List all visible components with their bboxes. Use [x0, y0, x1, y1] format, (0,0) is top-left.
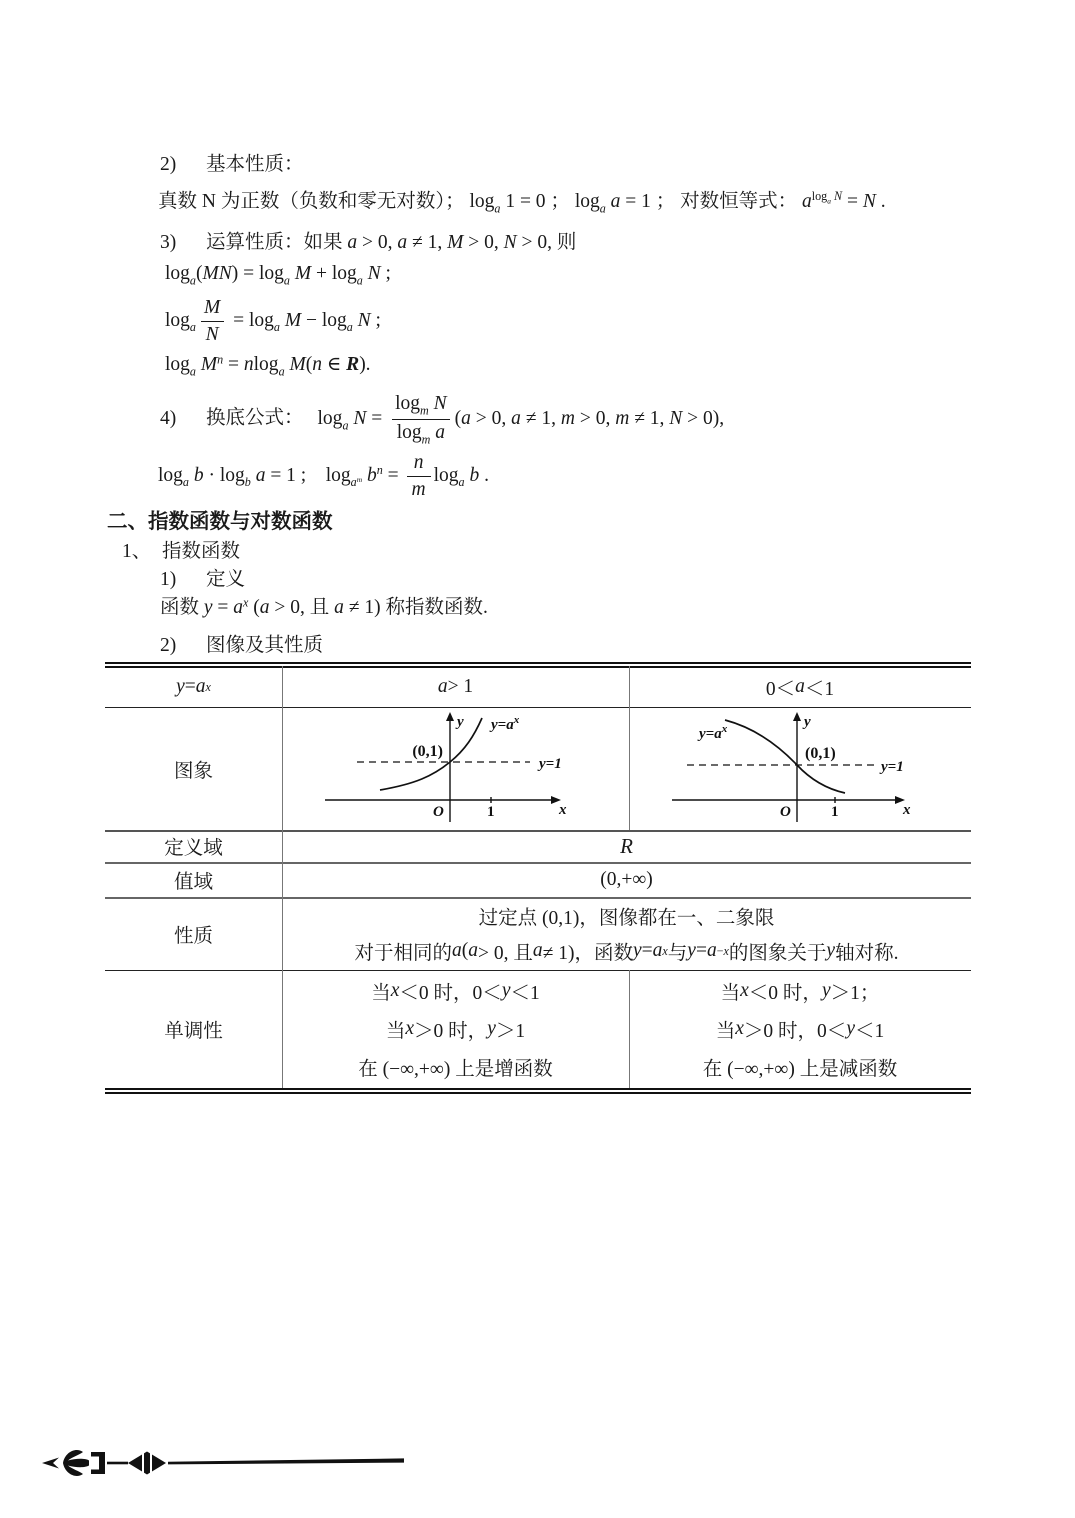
item-number: 1)	[160, 569, 177, 590]
th-a-greater-1: a > 1	[437, 676, 474, 697]
item-title: 换底公式：	[206, 407, 304, 429]
mono-increasing-line-3: 在 (−∞,+∞) 上是增函数	[358, 1059, 553, 1080]
exp-function-properties-table	[105, 662, 971, 1094]
item-title: 指数函数	[162, 541, 241, 562]
asymptote-label: y=1	[539, 756, 562, 772]
curve-label: $y=a^x$	[699, 723, 728, 742]
item-number: 2)	[160, 154, 177, 175]
point-0-1-label: (0,1)	[805, 745, 836, 762]
unit-label: 1	[487, 804, 495, 820]
y-axis-label: y	[457, 714, 464, 730]
section-title: 指数函数与对数函数	[148, 510, 333, 533]
line-exp-function-definition: 函数 $y = a^x$ (a > 0, 且 a ≠ 1) 称指数函数.	[160, 595, 488, 618]
item-number: 3)	[160, 232, 177, 253]
domain-value: R	[620, 833, 633, 858]
mono-increasing-line-1: 当 x ＜0 时，0＜ y ＜1	[371, 980, 540, 1004]
mono-decreasing-line-1: 当 x ＜0 时， y ＞1；	[720, 980, 880, 1004]
formula-log-product: $\log_a(MN) = \log_a M + \log_a N$ ;	[165, 263, 391, 288]
table-bottom-rule	[105, 1088, 971, 1090]
list-item-graph-and-properties	[160, 634, 323, 658]
properties-line-1: 过定点 (0,1)，图像都在一、二象限	[478, 908, 775, 929]
row-label-range: 值域	[173, 871, 213, 893]
list-item-operation-properties	[160, 231, 576, 255]
asymptote-label: y=1	[881, 759, 904, 775]
range-value: (0,+∞)	[600, 868, 653, 890]
y-arrow-icon	[793, 712, 801, 721]
formula-log-reciprocal: $\log_a b \cdot \log_b a = 1$ ; $\log_{a^m} b^n$ = $\frac{n}{m}$ $\log_a b$ .	[158, 452, 489, 500]
row-label-domain: 定义域	[164, 838, 223, 859]
list-item-definition	[160, 568, 245, 592]
mono-decreasing-line-3: 在 (−∞,+∞) 上是减函数	[702, 1059, 898, 1080]
y-axis-label: y	[804, 714, 811, 730]
row-label-graph: 图象	[173, 760, 213, 782]
properties-line-2: 对于相同的 a ( a > 0, 且 a ≠ 1)，函数 y = a x 与 y = a −x 的图象关于 y 轴对称.	[354, 940, 899, 964]
item-number: 2)	[160, 635, 177, 656]
exp-graph-decreasing	[637, 710, 959, 828]
item-number: 4)	[160, 407, 177, 429]
table-bottom-rule-2	[105, 1092, 971, 1094]
footer-ornament-icon	[42, 1443, 407, 1483]
y-arrow-icon	[446, 712, 454, 721]
line-log-basic-identities: 真数 N 为正数（负数和零无对数）； $\log_a 1 = 0$ ； $\log_a a = 1$ ； 对数恒等式： $a^{log_a N} = N$ .	[158, 189, 886, 216]
item-title-math: 运算性质：如果 a > 0, a ≠ 1, M > 0, N > 0, 则	[206, 232, 577, 253]
row-label-properties: 性质	[173, 925, 213, 947]
unit-label: 1	[831, 804, 839, 820]
list-item-change-of-base	[160, 393, 724, 445]
mono-increasing-line-2: 当 x ＞0 时， y ＞1	[385, 1018, 526, 1042]
x-axis-label: x	[559, 802, 567, 818]
origin-label: O	[433, 804, 444, 820]
item-number: 1、	[122, 541, 152, 562]
sub-heading-exponential-function	[122, 540, 240, 564]
item-title: 定义	[206, 569, 246, 590]
formula-log-quotient: $\log_a$ $\frac{M}{N}$ = $\log_a M - \log_a N$ ;	[165, 297, 381, 345]
item-title: 图像及其性质	[206, 635, 324, 656]
th-a-between-0-1: 0＜ a ＜1	[765, 676, 835, 700]
formula-change-of-base: $\log_a N$ = $\frac{\log_m N}{\log_m a}$ (a > 0, a ≠ 1, m > 0, m ≠ 1, N > 0),	[317, 393, 725, 446]
item-title: 基本性质：	[206, 154, 304, 175]
table-top-rule	[105, 662, 971, 664]
curve-label: $y=a^x$	[491, 714, 520, 733]
section-heading-exp-log-functions	[107, 509, 333, 535]
mono-decreasing-line-2: 当 x ＞0 时，0＜ y ＜1	[715, 1018, 885, 1042]
list-item-basic-properties	[160, 153, 304, 177]
origin-label: O	[780, 804, 791, 820]
point-0-1-label: (0,1)	[412, 743, 443, 760]
th-function: y = a x	[176, 676, 211, 697]
formula-log-power: $\log_a M^n = nlog_a$ M(n ∈ R).	[165, 352, 371, 379]
exp-graph-increasing	[295, 710, 615, 828]
x-axis-label: x	[903, 802, 911, 818]
row-label-monotonicity: 单调性	[164, 1021, 223, 1042]
section-number: 二、	[107, 510, 148, 533]
